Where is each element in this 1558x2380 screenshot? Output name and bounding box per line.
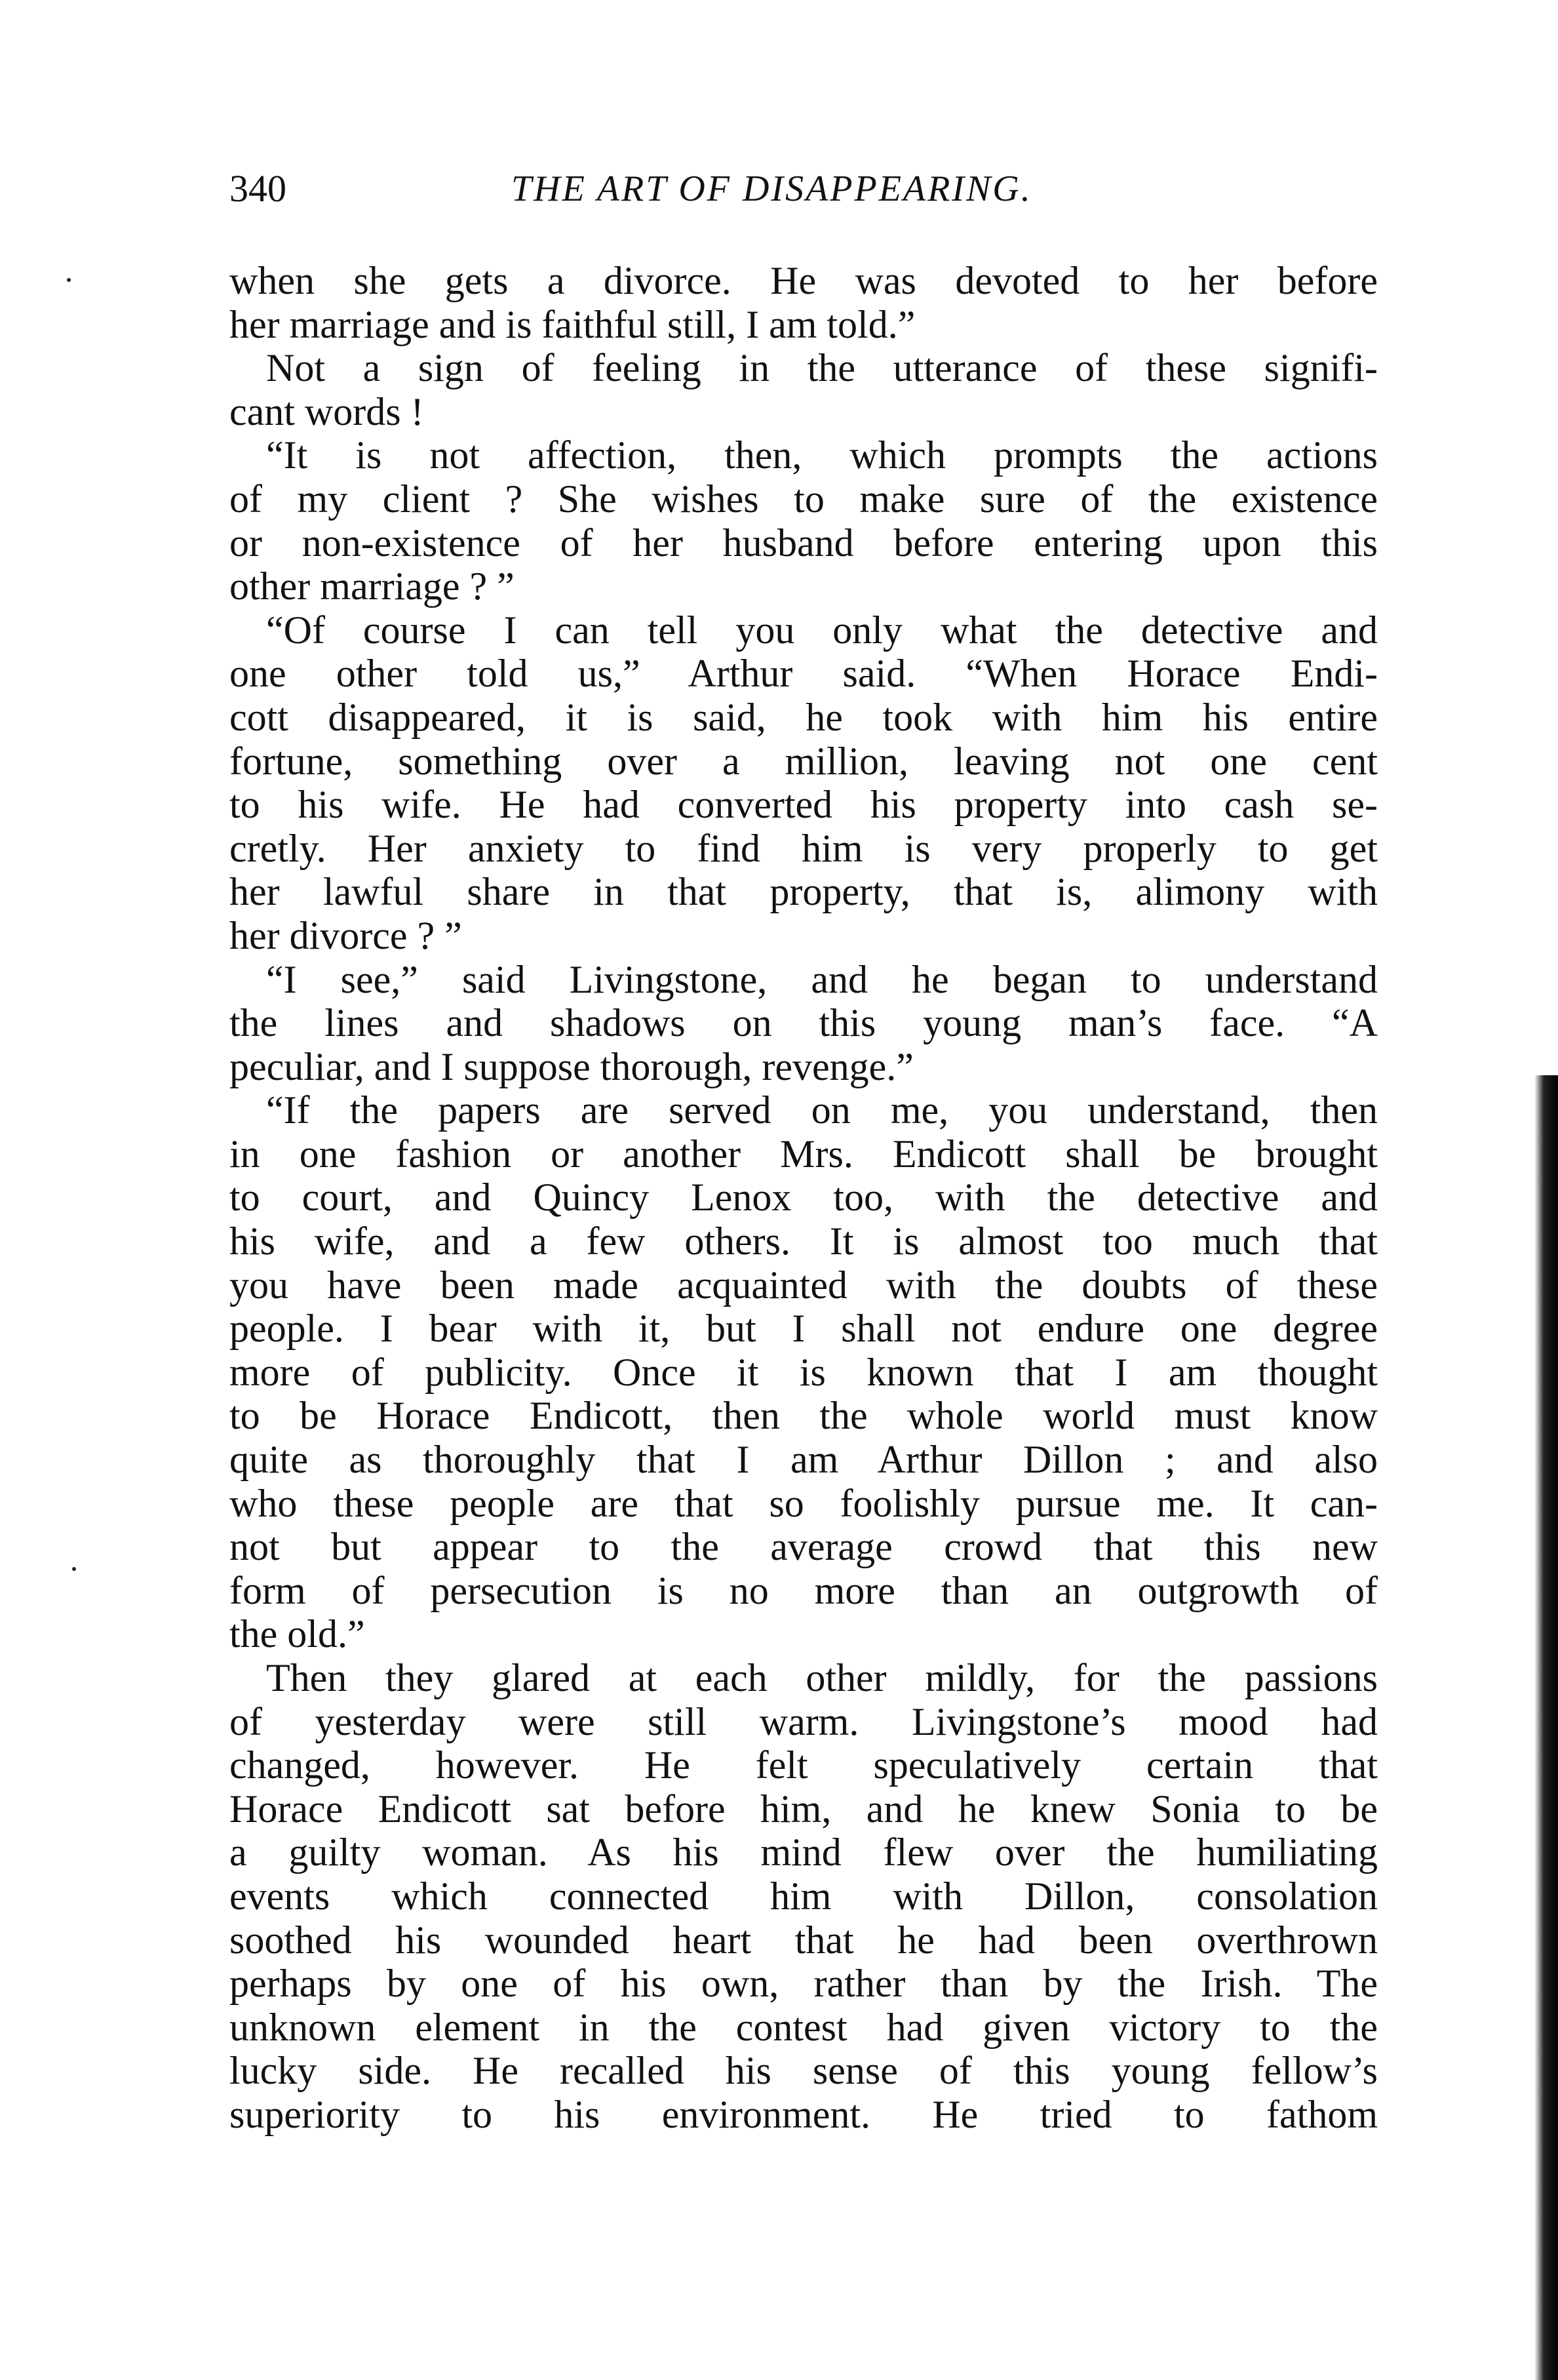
text-line: Not a sign of feeling in the utterance of these signifi-	[266, 346, 1378, 390]
text-line: peculiar, and I suppose thorough, revenge.”	[229, 1044, 914, 1088]
text-line: not but appear to the average crowd that this new	[229, 1525, 1378, 1569]
text-line: fortune, something over a million, leaving not one cent	[229, 739, 1378, 783]
speck	[72, 1567, 76, 1571]
text-line: form of persecution is no more than an outgrowth of	[229, 1568, 1378, 1612]
text-line: of my client ? She wishes to make sure of the existence	[229, 477, 1378, 521]
text-line: “If the papers are served on me, you understand, then	[266, 1088, 1378, 1132]
text-line: Then they glared at each other mildly, for the passions	[266, 1656, 1378, 1699]
text-line: other marriage ? ”	[229, 565, 515, 608]
text-line: quite as thoroughly that I am Arthur Dillon ; and also	[229, 1438, 1378, 1482]
text-line: people. I bear with it, but I shall not endure one degree	[229, 1307, 1378, 1351]
text-line: “Of course I can tell you only what the detective and	[266, 608, 1378, 652]
text-line: her lawful share in that property, that is, alimony with	[229, 870, 1378, 914]
text-line: “I see,” said Livingstone, and he began to understand	[266, 957, 1378, 1001]
text-line: to his wife. He had converted his property into cash se-	[229, 783, 1378, 827]
text-line: cott disappeared, it is said, he took with him his entire	[229, 695, 1378, 739]
body-text	[229, 259, 1378, 2137]
text-line: her divorce ? ”	[229, 913, 462, 957]
running-head	[229, 163, 1383, 215]
text-line: when she gets a divorce. He was devoted to her before	[229, 259, 1378, 302]
text-line: a guilty woman. As his mind flew over the humiliating	[229, 1831, 1378, 1874]
text-line: to court, and Quincy Lenox too, with the detective and	[229, 1176, 1378, 1220]
text-line: events which connected him with Dillon, consolation	[229, 1874, 1378, 1918]
text-line: in one fashion or another Mrs. Endicott shall be brought	[229, 1132, 1378, 1176]
text-line: lucky side. He recalled his sense of this young fellow’s	[229, 2049, 1378, 2093]
text-line: of yesterday were still warm. Livingstone’s mood had	[229, 1699, 1378, 1743]
text-line: superiority to his environment. He tried to fathom	[229, 2092, 1378, 2136]
speck	[67, 278, 71, 282]
text-line: unknown element in the contest had given victory to the	[229, 2005, 1378, 2049]
text-line: to be Horace Endicott, then the whole world must know	[229, 1394, 1378, 1438]
text-line: more of publicity. Once it is known that I am thought	[229, 1350, 1378, 1394]
text-line: “It is not affection, then, which prompts the actions	[266, 433, 1378, 477]
text-line: his wife, and a few others. It is almost too much that	[229, 1220, 1378, 1263]
page-number: 340	[229, 167, 286, 210]
running-title: THE ART OF DISAPPEARING.	[511, 169, 1032, 209]
text-line: the old.”	[229, 1612, 365, 1656]
text-line: changed, however. He felt speculatively certain that	[229, 1743, 1378, 1787]
text-line: perhaps by one of his own, rather than by the Irish. The	[229, 1962, 1378, 2006]
text-line: one other told us,” Arthur said. “When Horace Endi-	[229, 652, 1378, 696]
text-line: her marriage and is faithful still, I am told.”	[229, 302, 916, 346]
text-line: cretly. Her anxiety to find him is very properly to get	[229, 826, 1378, 870]
text-line: or non-existence of her husband before entering upon this	[229, 521, 1378, 565]
text-line: soothed his wounded heart that he had been overthrown	[229, 1918, 1378, 1962]
text-line: cant words !	[229, 389, 424, 433]
text-line: the lines and shadows on this young man’s face. “A	[229, 1001, 1378, 1045]
text-line: who these people are that so foolishly pursue me. It can-	[229, 1481, 1378, 1525]
text-line: you have been made acquainted with the doubts of these	[229, 1263, 1378, 1307]
page-edge-shadow	[1534, 1075, 1558, 2380]
text-line: Horace Endicott sat before him, and he knew Sonia to be	[229, 1787, 1378, 1831]
